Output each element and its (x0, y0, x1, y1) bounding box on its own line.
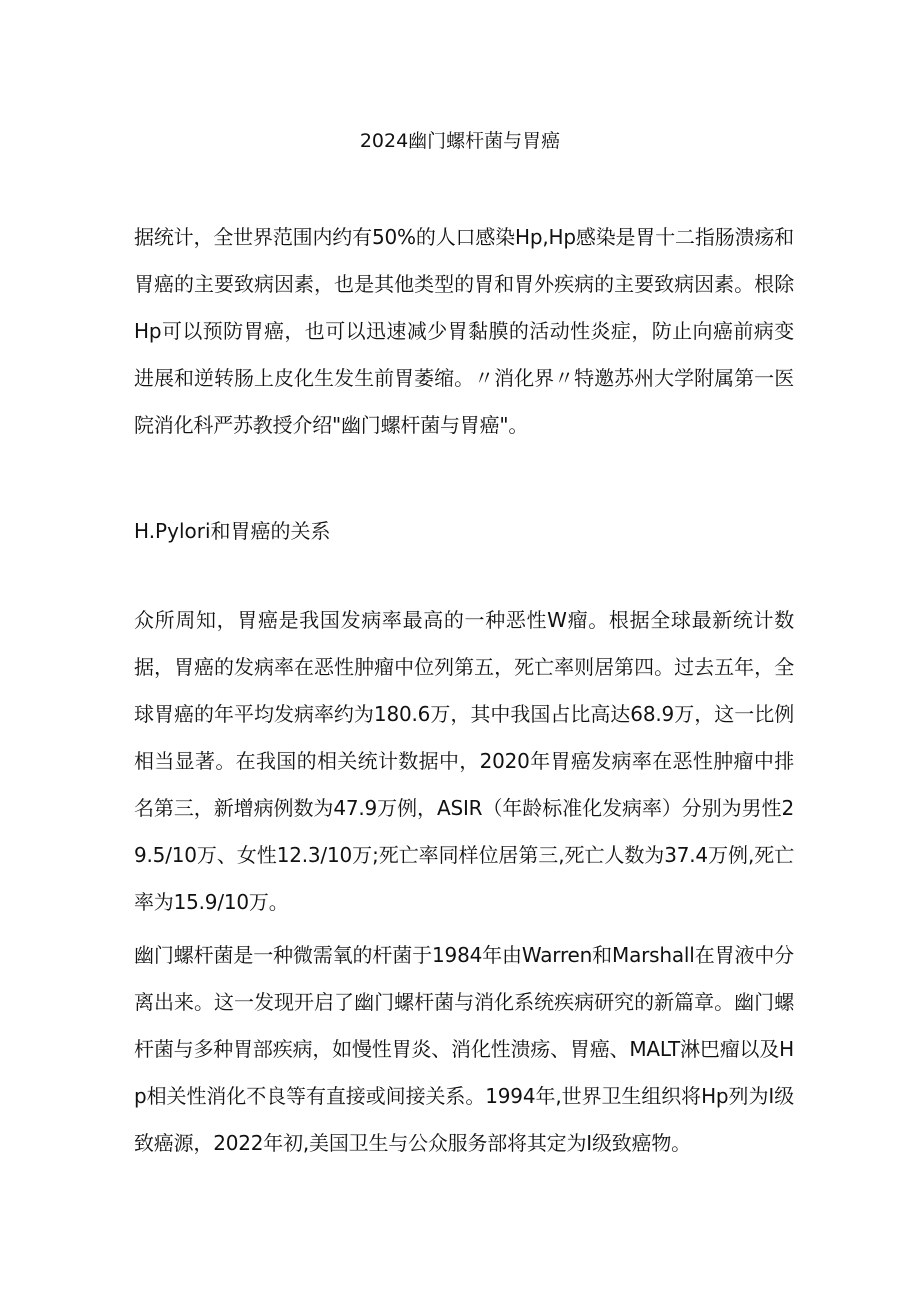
section-heading: H.Pylori和胃癌的关系 (134, 519, 331, 543)
intro-paragraph: 据统计，全世界范围内约有50%的人口感染Hp,Hp感染是胃十二指肠溃疡和胃癌的主要致病因素，也是其他类型的胃和胃外疾病的主要致病因素。根除Hp可以预防胃癌，也可以迅速减少胃黏膜的活动性炎症，防止向癌前病变进展和逆转肠上皮化生发生前胃萎缩。〃消化界〃特邀苏州大学附属第一医院消化科严苏教授介绍"幽门螺杆菌与胃癌"。 (134, 225, 794, 437)
hpylori-discovery-paragraph: 幽门螺杆菌是一种微需氧的杆菌于1984年由Warren和Marshall在胃液中分离出来。这一发现开启了幽门螺杆菌与消化系统疾病研究的新篇章。幽门螺杆菌与多种胃部疾病，如慢性胃炎、消化性溃疡、胃癌、MALT淋巴瘤以及Hp相关性消化不良等有直接或间接关系。1994年,世界卫生组织将Hp列为I级致癌源，2022年初,美国卫生与公众服务部将其定为I级致癌物。 (134, 943, 794, 1155)
epidemiology-paragraph: 众所周知，胃癌是我国发病率最高的一种恶性W瘤。根据全球最新统计数据，胃癌的发病率在恶性肿瘤中位列第五，死亡率则居第四。过去五年，全球胃癌的年平均发病率约为180.6万，其中我国占比高达68.9万，这一比例相当显著。在我国的相关统计数据中，2020年胃癌发病率在恶性肿瘤中排名第三，新增病例数为47.9万例，ASIR（年龄标准化发病率）分别为男性29.5/10万、女性12.3/10万;死亡率同样位居第三,死亡人数为37.4万例,死亡率为15.9/10万。 (134, 608, 794, 914)
document-title: 2024幽门螺杆菌与胃癌 (359, 130, 561, 152)
